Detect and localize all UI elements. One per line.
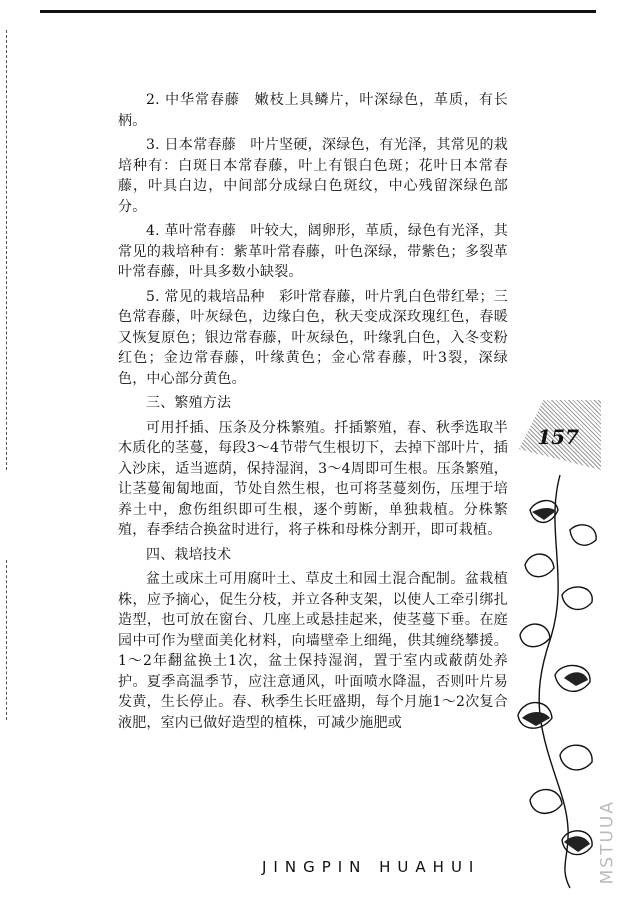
paragraph-leather-ivy: 4. 革叶常春藤 叶较大，阔卵形，革质，绿色有光泽，其常见的栽培种有：紫革叶常春藤，叶色深绿，带紫色；多裂革叶常春藤，叶具多数小缺裂。	[118, 223, 508, 280]
paragraph-cultivars: 5. 常见的栽培品种 彩叶常春藤，叶片乳白色带红晕；三色常春藤，叶灰绿色，边缘白色，秋天变成深玫瑰红色，春暖又恢复原色；银边常春藤，叶灰绿色，叶缘乳白色，入冬变粉红色；金边常春藤，叶缘黄色；金心常春藤，叶3裂，深绿色，中心部分黄色。	[118, 288, 508, 387]
binding-edge	[6, 30, 7, 470]
ivy-illustration	[500, 470, 601, 890]
section-heading-cultivation: 四、栽培技术	[146, 546, 232, 563]
watermark: MSTUUA	[597, 800, 617, 885]
body-text	[118, 90, 508, 737]
binding-edge-lower	[6, 560, 7, 720]
top-rule	[40, 10, 596, 13]
paragraph-cultivation: 盆土或床土可用腐叶土、草皮土和园土混合配制。盆栽植株，应予摘心，促生分枝，并立各种支架，以使人工牵引绑扎造型，也可放在窗台、几座上或悬挂起来，使茎蔓下垂。在庭园中可作为壁面美化材料，向墙壁牵上细绳，供其缠绕攀援。1～2年翻盆换土1次，盆土保持湿润，置于室内或蔽荫处养护。夏季高温季节，应注意通风，叶面喷水降温，否则叶片易发黄，生长停止。春、秋季生长旺盛期，每个月施1～2次复合液肥，室内已做好造型的植株，可减少施肥或	[118, 571, 508, 731]
footer-running-title: JINGPIN HUAHUI	[262, 858, 481, 876]
section-heading-propagation: 三、繁殖方法	[146, 395, 232, 411]
paragraph-japanese-ivy: 3. 日本常春藤 叶片坚硬，深绿色，有光泽，其常见的栽培种有：白斑日本常春藤，叶上有银白色斑；花叶日本常春藤，叶具白边，中间部分成绿白色斑纹，中心残留深绿色部分。	[118, 137, 508, 215]
paragraph-propagation: 可用扦插、压条及分株繁殖。扦插繁殖，春、秋季选取半木质化的茎蔓，每段3～4节带气生根切下，去掉下部叶片，插入沙床，适当遮荫，保持湿润，3～4周即可生根。压条繁殖，让茎蔓匍匐地面，节处自然生根，也可将茎蔓刻伤，压埋于培养土中，愈伤组织即可生根，逐个剪断，单独栽植。分株繁殖，春季结合换盆时进行，将子株和母株分割开，即可栽植。	[118, 419, 508, 538]
page-number: 157	[537, 425, 579, 449]
paragraph-chinese-ivy: 2. 中华常春藤 嫩枝上具鳞片，叶深绿色，革质，有长柄。	[118, 92, 508, 129]
